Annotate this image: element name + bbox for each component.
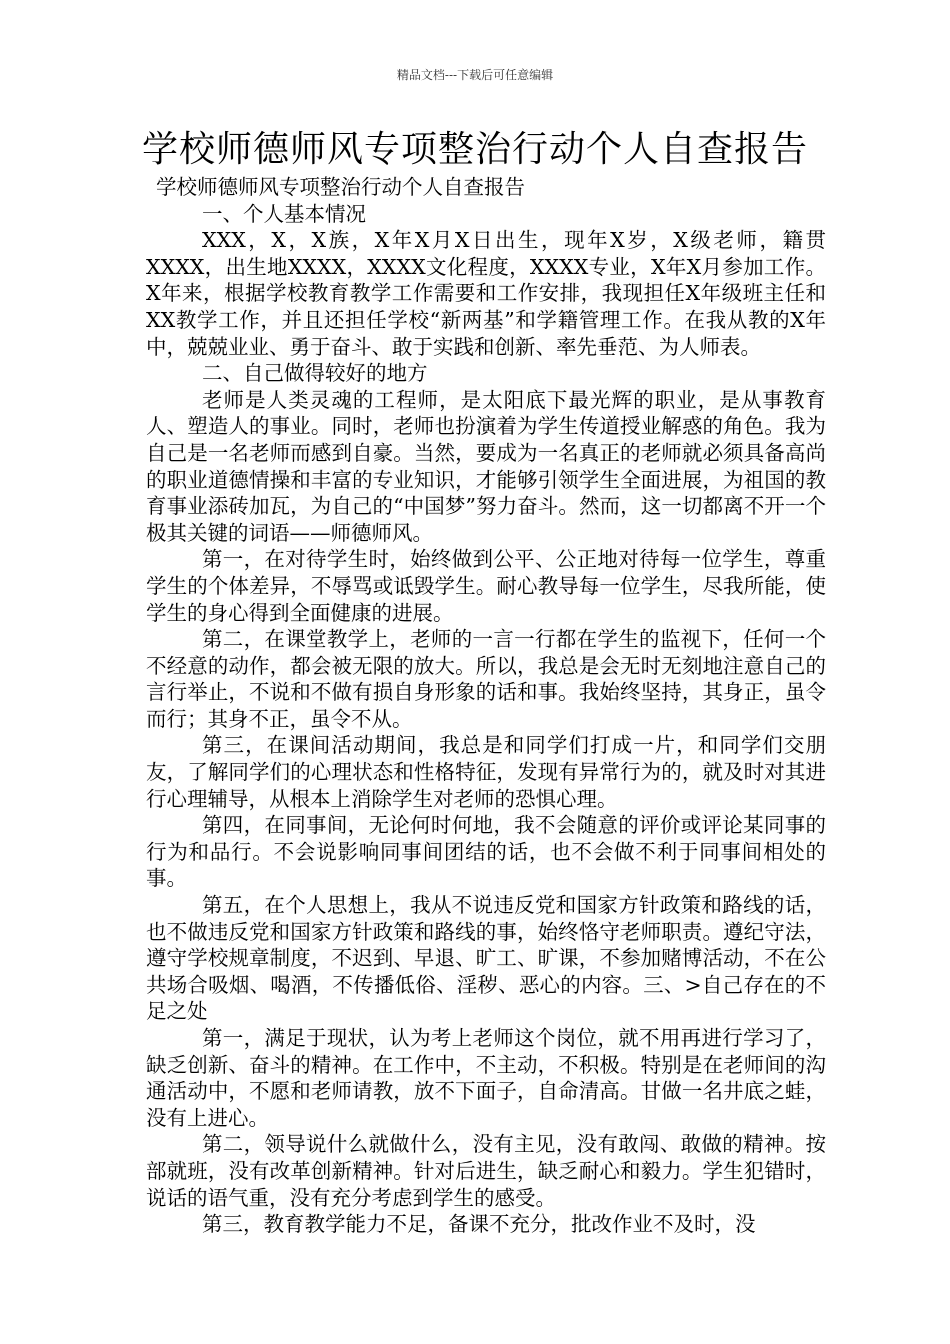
document-body — [146, 174, 826, 1238]
document-subtitle: 学校师德师风专项整治行动个人自查报告 — [156, 175, 525, 199]
paragraph-strength-1: 第一，在对待学生时，始终做到公平、公正地对待每一位学生，尊重学生的个体差异，不辱骂或诋毁学生。耐心教导每一位学生，尽我所能，使学生的身心得到全面健康的进展。 — [146, 547, 826, 625]
paragraph-strength-4: 第四，在同事间，无论何时何地，我不会随意的评价或评论某同事的行为和品行。不会说影响同事间团结的话，也不会做不利于同事间相处的事。 — [146, 813, 826, 891]
paragraph-weakness-1: 第一，满足于现状，认为考上老师这个岗位，就不用再进行学习了，缺乏创新、奋斗的精神。在工作中，不主动，不积极。特别是在老师间的沟通活动中，不愿和老师请教，放不下面子，自命清高。甘做一名井底之蛙，没有上进心。 — [146, 1026, 826, 1130]
section-heading-strengths: 二、自己做得较好的地方 — [202, 361, 428, 386]
document-title: 学校师德师风专项整治行动个人自查报告 — [141, 129, 808, 170]
section-heading-basic-info: 一、个人基本情况 — [202, 201, 366, 226]
paragraph-basic-info: XXX，X，X族，X年X月X日出生，现年X岁，X级老师，籍贯XXXX，出生地XXXX，XXXX文化程度，XXXX专业，X年X月参加工作。X年来，根据学校教育教学工作需要和工作安排，我现担任X年级班主任和XX教学工作，并且还担任学校“新两基”和学籍管理工作。在我从教的X年中，兢兢业业、勇于奋斗、敢于实践和创新、率先垂范、为人师表。 — [146, 228, 826, 359]
paragraph-strength-5: 第五，在个人思想上，我从不说违反党和国家方针政策和路线的话，也不做违反党和国家方针政策和路线的事，始终恪守老师职责。遵纪守法，遵守学校规章制度，不迟到、早退、旷工、旷课，不参加赌博活动，不在公共场合吸烟、喝酒，不传播低俗、淫秽、恶心的内容。三、>自己存在的不足之处 — [146, 893, 826, 1024]
paragraph-strength-2: 第二，在课堂教学上，老师的一言一行都在学生的监视下，任何一个不经意的动作，都会被无限的放大。所以，我总是会无时无刻地注意自己的言行举止，不说和不做有损自身形象的话和事。我始终坚持，其身正，虽令而行；其身不正，虽令不从。 — [146, 627, 826, 731]
paragraph-weakness-3: 第三，教育教学能力不足，备课不充分，批改作业不及时，没 — [202, 1212, 756, 1237]
paragraph-teacher-role: 老师是人类灵魂的工程师，是太阳底下最光辉的职业，是从事教育人、塑造人的事业。同时，老师也扮演着为学生传道授业解惑的角色。我为自己是一名老师而感到自豪。当然，要成为一名真正的老师就必须具备高尚的职业道德情操和丰富的专业知识，才能够引领学生全面进展，为祖国的教育事业添砖加瓦，为自己的“中国梦”努力奋斗。然而，这一切都离不开一个极其关键的词语——师德师风。 — [146, 387, 826, 545]
paragraph-strength-3: 第三，在课间活动期间，我总是和同学们打成一片，和同学们交朋友，了解同学们的心理状态和性格特征，发现有异常行为的，就及时对其进行心理辅导，从根本上消除学生对老师的恐惧心理。 — [146, 733, 826, 811]
header-note: 精品文档---下载后可任意编辑 — [396, 68, 554, 82]
paragraph-weakness-2: 第二，领导说什么就做什么，没有主见，没有敢闯、敢做的精神。按部就班，没有改革创新精神。针对后进生，缺乏耐心和毅力。学生犯错时，说话的语气重，没有充分考虑到学生的感受。 — [146, 1132, 826, 1210]
